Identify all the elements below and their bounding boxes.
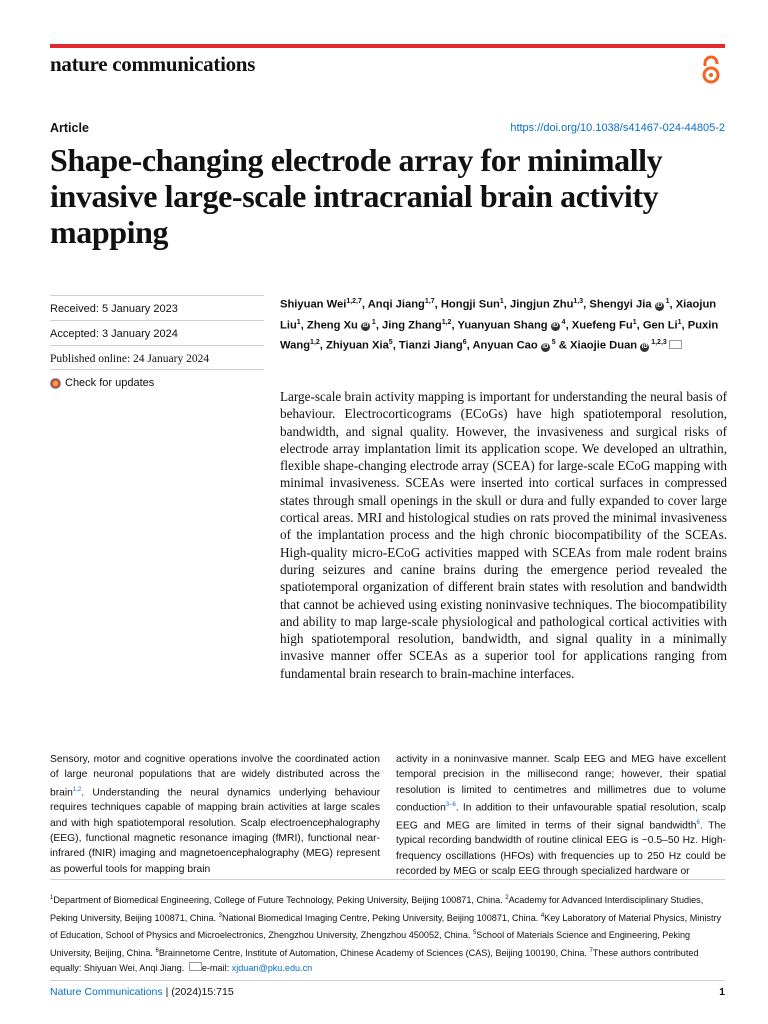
author-name: Yuanyuan Shang: [457, 319, 548, 332]
author-list: Shiyuan Wei$^{1,2,7}$, Anqi Jiang$^{1,7}$, Hongji Sun$^1$, Jingjun Zhu$^{1,3}$, Shengyi Jia iD $^1$, Xiaojun Liu$^1$, Zheng Xu iD $^1$, Jing Zhang$^{1,2}$, Yuanyuan Shang iD $^4$, Xuefeng Fu$^1$, Gen Li$^1$, Puxin Wang$^{1,2}$, Zhiyuan Xia$^5$, Tianzi Jiang$^6$, Anyuan Cao iD $^5$ & Xiaojie Duan iD $^{1,2,3}$: [280, 298, 719, 353]
author-affiliation-ref: 1: [632, 318, 637, 326]
author-affiliation-ref: 5: [388, 339, 393, 347]
orcid-icon[interactable]: iD: [362, 323, 369, 330]
author-name: Jing Zhang: [382, 319, 442, 332]
body-text: activity in a noninvasive manner. Scalp EEG and MEG have excellent temporal precision in the millisecond range; however, their spatial resolution is limited to centimetres and millimetres due to volume conduction: [396, 754, 726, 814]
orcid-icon[interactable]: iD: [542, 344, 549, 351]
affiliation-4: Key Laboratory of Material Physics, Ministry of Education, School of Physics and Microelectronics, Zhengzhou University, Zhengzhou 450052, China.: [50, 912, 722, 941]
footer-volume: | (2024)15:715: [165, 986, 234, 998]
author-affiliation-ref: 5: [549, 339, 556, 347]
header-accent-bar: [50, 44, 725, 48]
body-text: Sensory, motor and cognitive operations involve the coordinated action of large neuronal populations that are widely distributed across the brain: [50, 754, 380, 799]
page-number: 1: [719, 986, 725, 998]
footer-citation: [50, 986, 234, 998]
author-name: Puxin Wang: [280, 319, 719, 353]
published-date: Published online: 24 January 2024: [50, 345, 264, 372]
body-column-1: [50, 752, 380, 877]
author-name: Xuefeng Fu: [571, 319, 633, 332]
affiliation-5: School of Materials Science and Engineering, Peking University, Beijing, China.: [50, 930, 691, 958]
author-affiliation-ref: 1: [677, 318, 682, 326]
author-affiliation-ref: 1: [369, 318, 376, 326]
mail-icon: [189, 962, 202, 971]
affiliation-1: Department of Biomedical Engineering, College of Future Technology, Peking University, Beijing 100871, China.: [53, 895, 503, 906]
author-affiliation-ref: 1,2,3: [649, 339, 667, 347]
orcid-icon[interactable]: iD: [656, 302, 663, 309]
citation-ref[interactable]: 6: [696, 819, 700, 826]
author-affiliation-ref: 1,2,7: [346, 298, 362, 305]
author-name: Zhiyuan Xia: [326, 340, 389, 353]
paper-title: Shape-changing electrode array for minimally invasive large-scale intracranial brain activity mapping: [50, 142, 663, 250]
affiliation-6: Brainnetome Centre, Institute of Automation, Chinese Academy of Sciences (CAS), Beijing 100190, China.: [158, 947, 587, 958]
check-updates-icon: [50, 378, 61, 389]
affiliations: $^1$Department of Biomedical Engineering, College of Future Technology, Peking University, Beijing 100871, China. $^2$Academy for Advanced Interdisciplinary Studies, Peking University, Beijing 100871, China. $^3$National Biomedical Imaging Centre, Peking University, Beijing 100871, China. $^4$Key Laboratory of Material Physics, Ministry of Education, School of Physics and Microelectronics, Zhengzhou University, Zhengzhou 450052, China. $^5$School of Materials Science and Engineering, Peking University, Beijing, China. $^6$Brainnetome Centre, Institute of Automation, Chinese Academy of Sciences (CAS), Beijing 100190, China. $^7$These authors contributed equally: Shiyuan Wei, Anqi Jiang. e-mail: xjduan@pku.edu.cn: [50, 895, 722, 974]
author-name: Jingjun Zhu: [510, 298, 574, 311]
citation-ref[interactable]: 1,2: [72, 786, 82, 793]
mail-icon[interactable]: [669, 340, 682, 349]
author-name: Shengyi Jia: [589, 298, 652, 311]
email-link[interactable]: xjduan@pku.edu.cn: [231, 963, 313, 974]
author-name: Zheng Xu: [306, 319, 358, 332]
open-access-icon: [698, 55, 724, 85]
author-name: Hongji Sun: [440, 298, 500, 311]
author-affiliation-ref: 1,7: [424, 298, 435, 305]
doi-link[interactable]: https://doi.org/10.1038/s41467-024-44805-2: [510, 122, 725, 134]
author-name: Anqi Jiang: [367, 298, 425, 311]
body-text: . The typical recording bandwidth of routine clinical EEG is ~0.5–50 Hz. High-frequency oscillations (HFOs) with frequencies up to 250 Hz could be recorded by MEG or scalp EEG through specialized hardware or: [396, 820, 726, 877]
author-affiliation-ref: 1: [296, 318, 301, 326]
body-text: . In addition to their unfavourable spatial resolution, scalp EEG and MEG are limited in terms of their signal bandwidth: [396, 802, 726, 832]
affiliation-divider: [50, 879, 725, 880]
journal-name: nature communications: [50, 52, 256, 76]
affiliation-3: National Biomedical Imaging Centre, Peking University, Beijing 100871, China.: [222, 912, 539, 923]
author-name: Gen Li: [642, 319, 678, 332]
author-affiliation-ref: 1: [663, 298, 670, 305]
author-affiliation-ref: 1,2: [441, 318, 452, 326]
footer-divider: [50, 980, 725, 981]
author-affiliation-ref: 4: [559, 318, 566, 326]
citation-ref[interactable]: 3–6: [445, 801, 456, 808]
body-column-2: [396, 752, 726, 879]
abstract: Large-scale brain activity mapping is important for understanding the neural basis of behaviour. Electrocorticograms (ECoGs) have high spatiotemporal resolution, bandwidth, and signal quality. However, the invasiveness and surgical risks of electrode array implantation limit its application scope. We developed an ultrathin, flexible shape-changing electrode array (SCEA) for large-scale ECoG mapping with minimal invasiveness. SCEAs were inserted into cortical surfaces in compressed states through small openings in the skull or dura and fully expanded to cover large cortical areas. MRI and histological studies on rats proved the minimal invasiveness of the implantation process and the high chronic biocompatibility of the SCEAs. High-quality micro-ECoG activities mapped with SCEAs from male rodent brains during seizures and canine brains during the emergence period revealed the spatiotemporal organization of different brain states with resolution and bandwidth that cannot be achieved using existing noninvasive techniques. The biocompatibility and ability to map large-scale physiological and pathological cortical activities with high spatiotemporal resolution, bandwidth, and signal quality in a minimally invasive manner offer SCEAs as a superior tool for applications ranging from fundamental brain research to brain-machine interfaces.: [280, 389, 727, 681]
check-updates-label: Check for updates: [65, 377, 155, 389]
check-updates-row[interactable]: [50, 369, 264, 396]
orcid-icon[interactable]: iD: [641, 344, 648, 351]
body-text: . Understanding the neural dynamics underlying behaviour requires techniques capable of mapping brain activities at large scales and with high spatiotemporal resolution. Scalp electroencephalography (EEG), functional magnetic resonance imaging (fMRI), functional near-infrared (fNIR) imaging and magnetoencephalography (MEG) represent as powerful tools for mapping brain: [50, 787, 380, 875]
author-affiliation-ref: 6: [462, 339, 467, 347]
article-type: Article: [50, 121, 89, 135]
author-name: Tianzi Jiang: [398, 340, 463, 353]
received-date: Received: 5 January 2023: [50, 295, 264, 322]
author-affiliation-ref: 1,3: [573, 298, 584, 305]
accepted-date: Accepted: 3 January 2024: [50, 320, 264, 347]
author-name: Xiaojie Duan: [570, 340, 638, 353]
author-name: Shiyuan Wei: [280, 298, 347, 311]
author-name: Xiaojun Liu: [280, 298, 717, 332]
affiliation-2: Academy for Advanced Interdisciplinary Studies, Peking University, Beijing 100871, China.: [50, 895, 704, 923]
author-affiliation-ref: 1: [499, 298, 504, 305]
footer-journal[interactable]: Nature Communications: [50, 986, 163, 998]
author-affiliation-ref: 1,2: [310, 339, 320, 347]
affiliation-7: These authors contributed equally: Shiyuan Wei, Anqi Jiang.: [50, 947, 699, 974]
author-name: Anyuan Cao: [472, 340, 538, 353]
email-label: e-mail:: [201, 963, 230, 974]
orcid-icon[interactable]: iD: [552, 323, 559, 330]
